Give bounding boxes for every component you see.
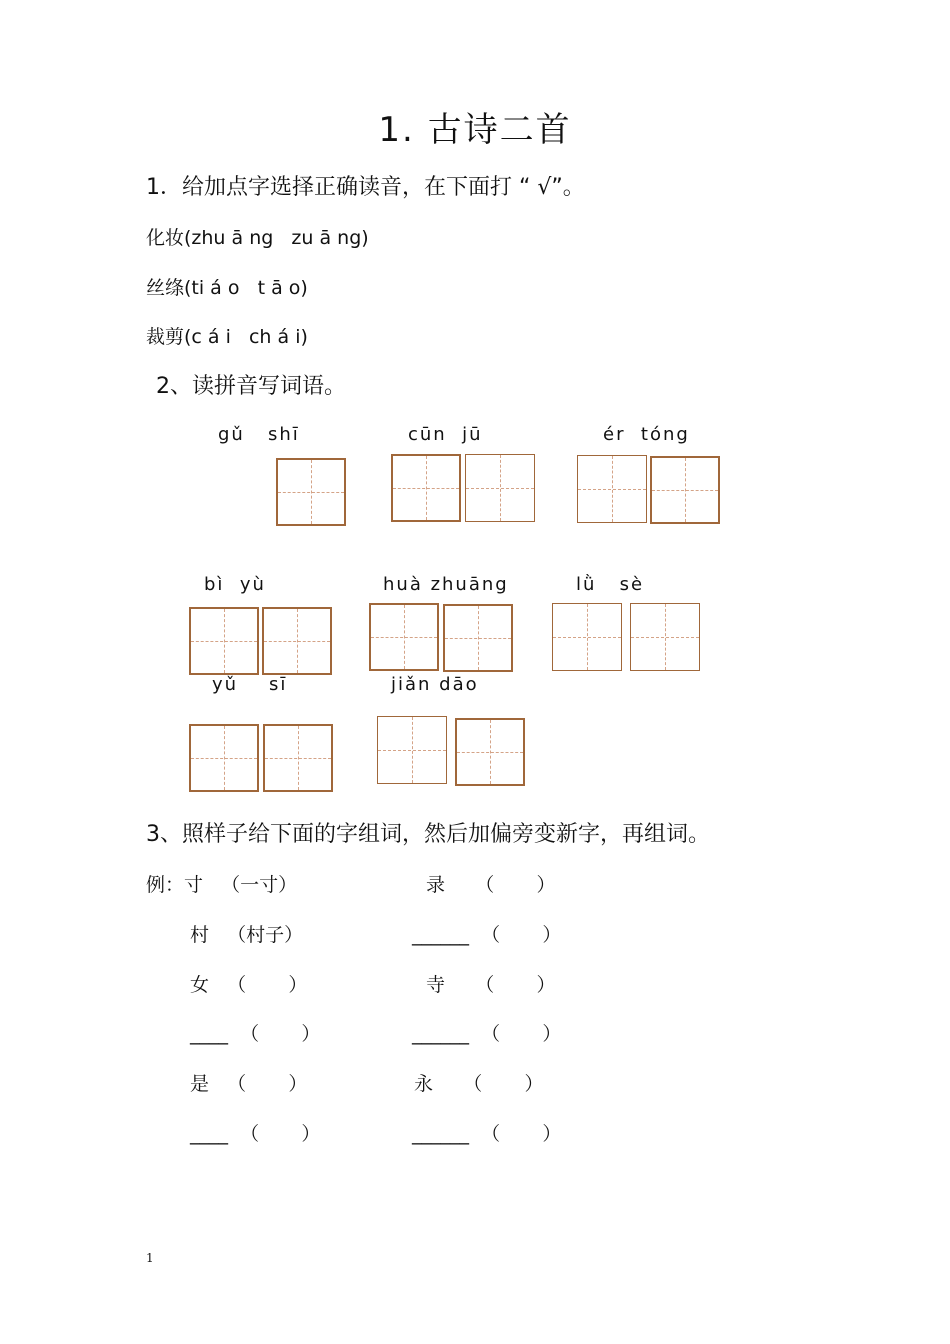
writing-box-luse-1[interactable] [552,603,622,671]
q3-row-2-right: ______ （ ） [412,924,562,946]
pinyin-ertong: ér tóng [603,424,690,445]
q3-row-2-left: 村 （村子） [190,924,304,946]
q3-row-1-right: 录 （ ） [426,874,556,896]
page-title: 1. 古诗二首 [378,110,572,150]
writing-box-biyu-2[interactable] [262,607,332,675]
q3-row-5-right: 永 （ ） [414,1073,544,1095]
q1-item-makeup: 化妆(zhu ā ng zu ā ng) [146,227,369,249]
pinyin-biyu: bì yù [204,574,266,595]
writing-box-yusi-1[interactable] [189,724,259,792]
q3-row-6-right: ______ （ ） [412,1123,562,1145]
question-2-heading: 2、读拼音写词语。 [156,374,346,399]
writing-box-huazhuang-2[interactable] [443,604,513,672]
question-1-heading: 1．给加点字选择正确读音，在下面打 “ √”。 [146,175,585,200]
writing-box-jiandao-1[interactable] [377,716,447,784]
q3-row-4-right: ______ （ ） [412,1023,562,1045]
writing-box-ertong-2[interactable] [650,456,720,524]
pinyin-gushi: gǔ shī [218,424,300,445]
q3-row-1-left: 例：寸 （一寸） [146,874,298,896]
writing-box-yusi-2[interactable] [263,724,333,792]
writing-box-gushi[interactable] [276,458,346,526]
q3-row-4-left: ____ （ ） [190,1023,321,1045]
q3-row-5-left: 是 （ ） [190,1073,308,1095]
writing-box-biyu-1[interactable] [189,607,259,675]
writing-box-cunju-1[interactable] [391,454,461,522]
pinyin-huazhuang: huà zhuāng [383,574,509,595]
q3-row-3-right: 寺 （ ） [426,974,556,996]
pinyin-jiandao: jiǎn dāo [391,674,479,695]
page-number: 1 [146,1251,154,1265]
writing-box-luse-2[interactable] [630,603,700,671]
writing-box-cunju-2[interactable] [465,454,535,522]
writing-box-ertong-1[interactable] [577,455,647,523]
pinyin-yusi: yǔ sī [212,674,288,695]
pinyin-luse: lǜ sè [576,574,645,595]
q1-item-silk-ribbon: 丝绦(ti á o t ā o) [146,277,308,299]
question-3-heading: 3、照样子给下面的字组词，然后加偏旁变新字，再组词。 [146,822,710,847]
q3-row-6-left: ____ （ ） [190,1123,321,1145]
pinyin-cunju: cūn jū [408,424,483,445]
writing-box-huazhuang-1[interactable] [369,603,439,671]
q3-row-3-left: 女 （ ） [190,974,308,996]
q1-item-cut: 裁剪(c á i ch á i) [146,326,308,348]
writing-box-jiandao-2[interactable] [455,718,525,786]
